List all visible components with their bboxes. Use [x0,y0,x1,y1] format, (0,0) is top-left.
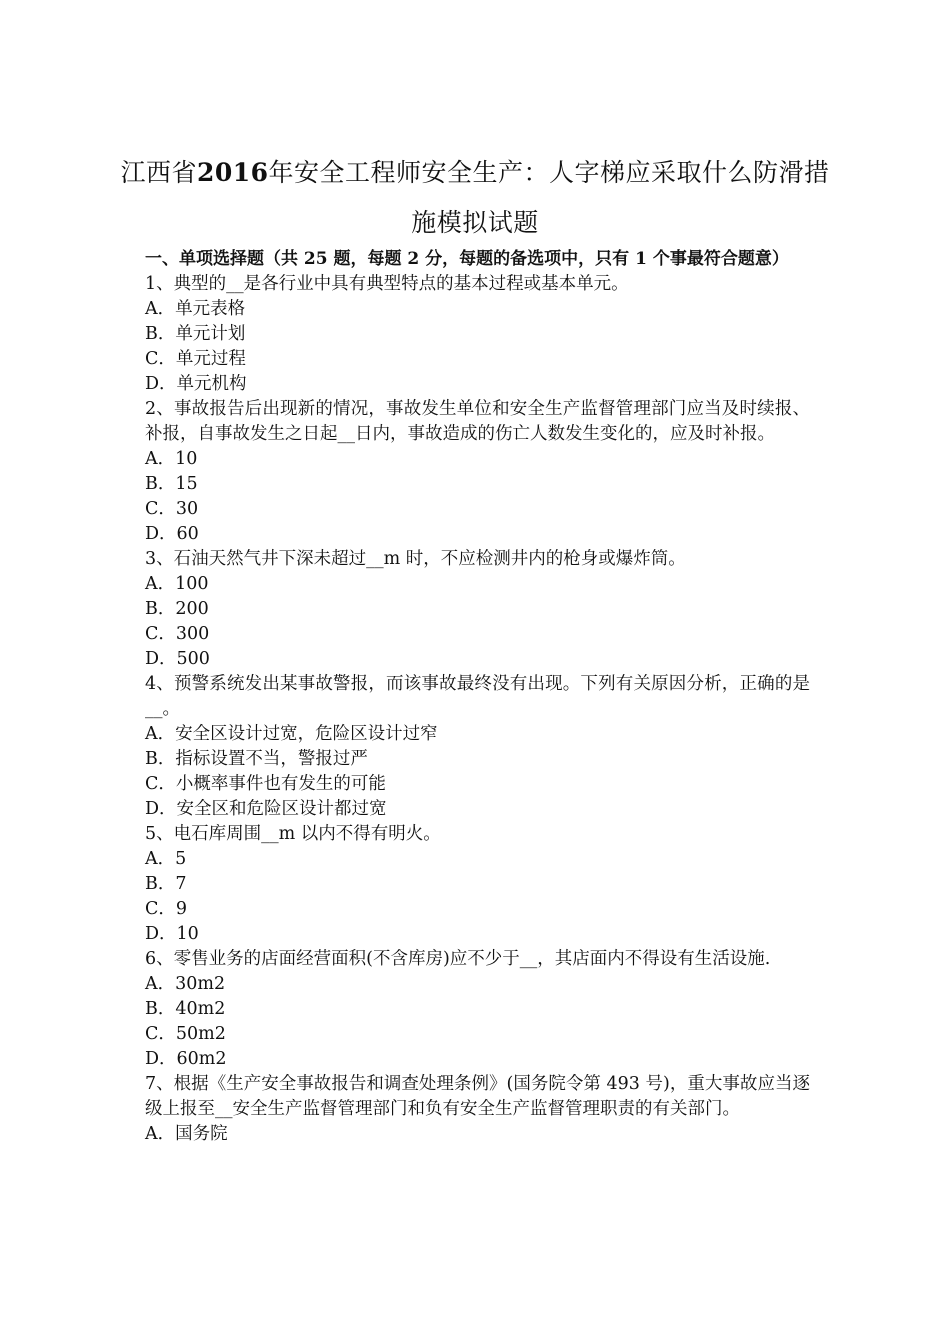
option-d: D．60m2 [145,1049,227,1069]
option-b: B．7 [145,874,187,894]
option-c: C．50m2 [145,1024,226,1044]
question-text: 4、预警系统发出某事故警报，而该事故最终没有出现。下列有关原因分析，正确的是__。 [145,674,810,719]
option-d: D．500 [145,649,210,669]
question-text: 7、根据《生产安全事故报告和调查处理条例》(国务院令第 493 号)，重大事故应当逐级上报至__安全生产监督管理部门和负有安全生产监督管理职责的有关部门。 [145,1074,810,1119]
question-6 [145,947,810,1072]
question-text: 5、电石库周围__m 以内不得有明火。 [145,824,441,844]
question-3 [145,547,810,672]
option-c: C．30 [145,499,199,519]
title-part2: 年安全工程师安全生产：人字梯应采取什么防滑措施模拟试题 [268,158,830,237]
option-b: B．15 [145,474,198,494]
option-b: B．指标设置不当，警报过严 [145,749,368,769]
option-a: A．30m2 [145,974,226,994]
question-text: 3、石油天然气井下深未超过__m 时，不应检测井内的枪身或爆炸筒。 [145,549,686,569]
option-a: A．10 [145,449,198,469]
option-b: B．40m2 [145,999,226,1019]
option-b: B．200 [145,599,209,619]
option-c: C．小概率事件也有发生的可能 [145,774,386,794]
option-d: D．10 [145,924,199,944]
option-a: A．国务院 [145,1124,228,1144]
option-a: A．100 [145,574,209,594]
document-body [145,247,810,1147]
question-text: 6、零售业务的店面经营面积(不含库房)应不少于__，其店面内不得设有生活设施. [145,949,771,969]
option-d: D．安全区和危险区设计都过宽 [145,799,387,819]
question-text: 1、典型的__是各行业中具有典型特点的基本过程或基本单元。 [145,274,629,294]
question-4 [145,672,810,822]
option-a: A．5 [145,849,187,869]
option-b: B．单元计划 [145,324,246,344]
option-d: D．60 [145,524,199,544]
option-c: C．单元过程 [145,349,246,369]
question-text: 2、事故报告后出现新的情况，事故发生单位和安全生产监督管理部门应当及时续报、补报，自事故发生之日起__日内，事故造成的伤亡人数发生变化的，应及时补报。 [145,399,810,444]
section-heading: 一、单项选择题（共 25 题，每题 2 分，每题的备选项中，只有 1 个事最符合题意） [145,249,789,269]
title-year: 2016 [196,158,269,187]
question-2 [145,397,810,547]
option-a: A．单元表格 [145,299,246,319]
option-c: C．9 [145,899,188,919]
question-5 [145,822,810,947]
document-title [120,148,830,248]
option-c: C．300 [145,624,210,644]
question-7 [145,1072,810,1147]
option-d: D．单元机构 [145,374,247,394]
question-1 [145,272,810,397]
option-a: A．安全区设计过宽，危险区设计过窄 [145,724,438,744]
title-part1: 江西省 [120,158,197,187]
